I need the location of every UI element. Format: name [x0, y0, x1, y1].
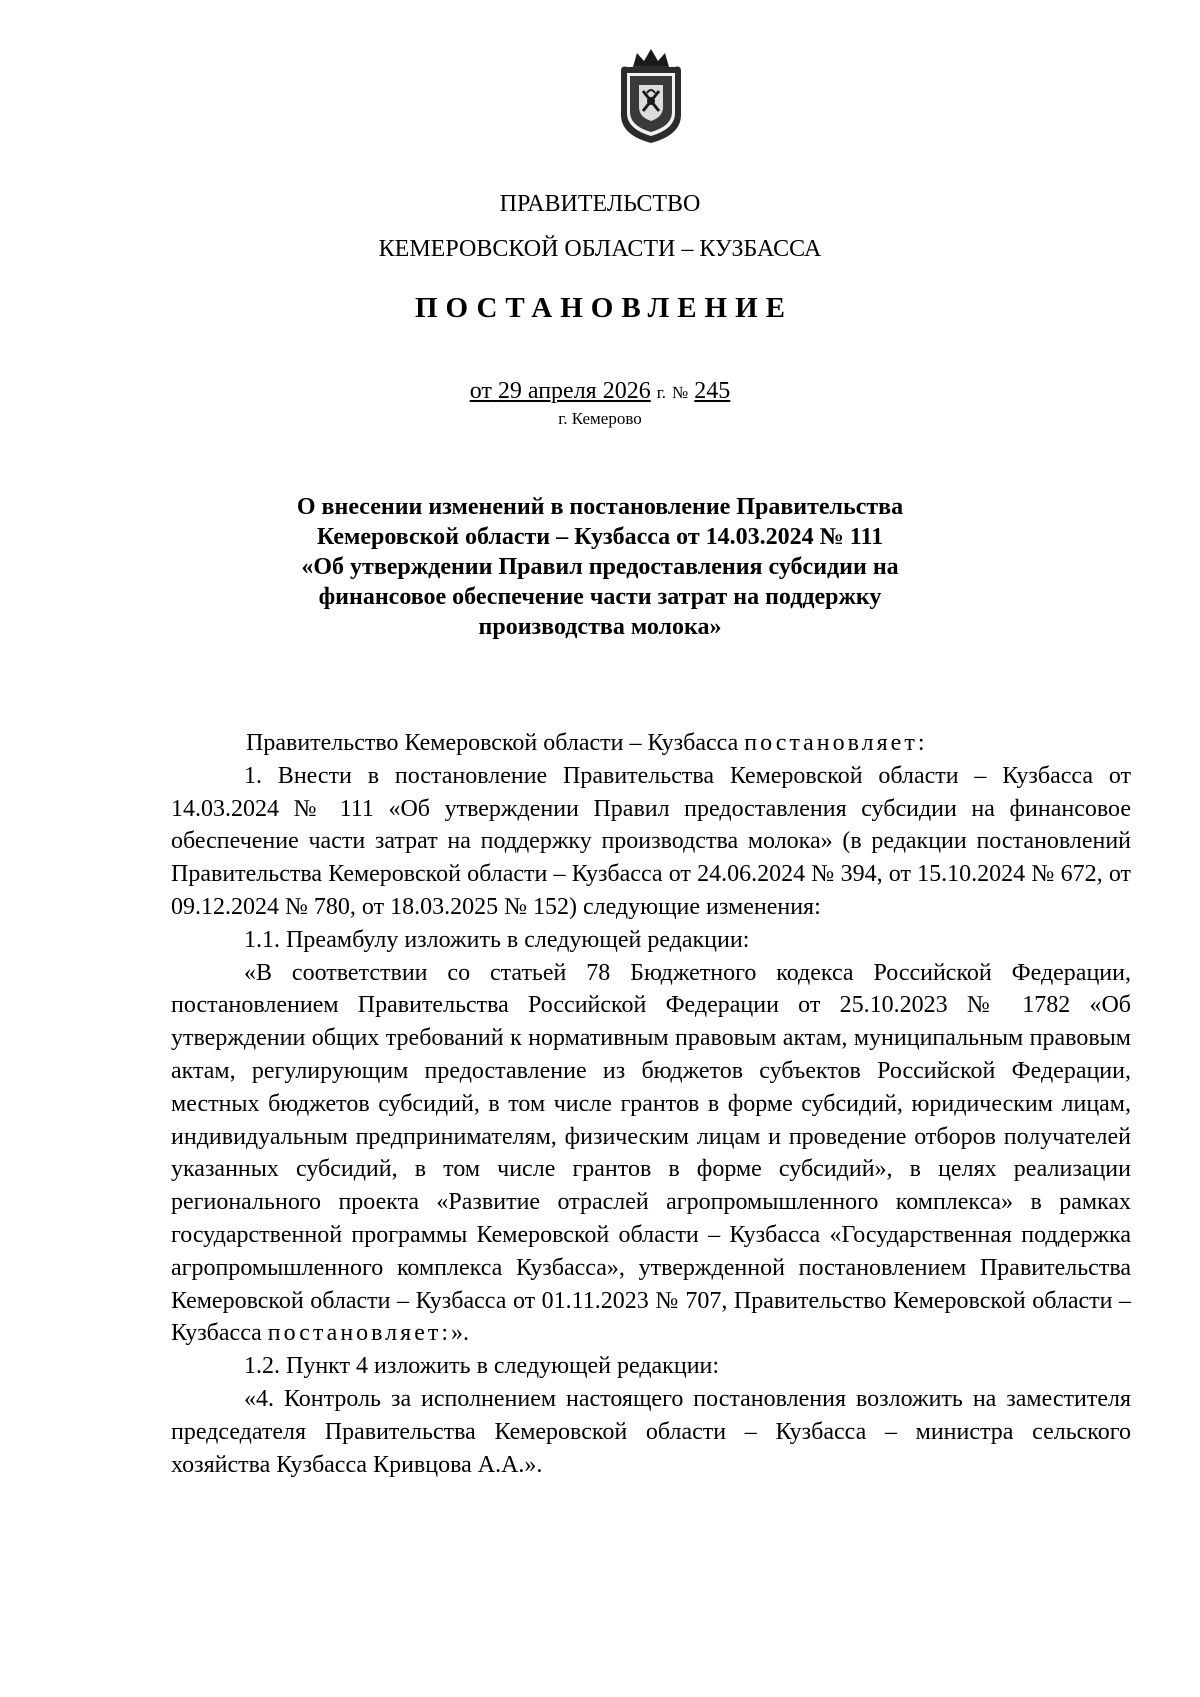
date-prefix: от — [469, 378, 492, 404]
quote-preamble-end: ». — [451, 1320, 470, 1347]
number-prefix: № — [672, 383, 689, 402]
title-line: «Об утверждении Правил предоставления субсидии на — [301, 554, 899, 580]
org-name-line1: ПРАВИТЕЛЬСТВО — [499, 191, 701, 217]
title-line: производства молока» — [478, 614, 722, 640]
quote-paragraph-4: «4. Контроль за исполнением настоящего постановления возложить на заместителя председателя Правительства Кемеровской области – Кузбасса – министра сельского хозяйства Кузбасса Кривцова А.А.». — [171, 1385, 1131, 1478]
intro-text: Правительство Кемеровской области – Кузбасса — [246, 730, 745, 756]
document-number: 245 — [694, 378, 731, 404]
paragraph-1: 1. Внести в постановление Правительства Кемеровской области – Кузбасса от 14.03.2024 № 111 «Об утверждении Правил предоставления субсидии на финансовое обеспечение части затрат на поддержку производства молока» (в редакции постановлений Правительства Кемеровской области – Кузбасса от 24.06.2024 № 394, от 15.10.2024 № 672, от 09.12.2024 № 780, от 18.03.2025 № 152) следующие изменения: — [171, 762, 1131, 920]
date-suffix: г. — [656, 383, 667, 402]
kuzbass-coat-of-arms-icon — [611, 45, 691, 145]
title-line: О внесении изменений в постановление Правительства — [296, 494, 904, 520]
quote-preamble-text: «В соответствии со статьей 78 Бюджетного кодекса Российской Федерации, постановлением Правительства Российской Федерации от 25.10.2023 № 1782 «Об утверждении общих требований к нормативным правовым актам, муниципальным правовым актам, регулирующим предоставление из бюджетов субъектов Российской Федерации, местных бюджетов субсидий, в том числе грантов в форме субсидий, юридическим лицам, индивидуальным предпринимателям, физическим лицам и проведение отборов получателей указанных субсидий, в том числе грантов в форме субсидий», в целях реализации регионального проекта «Развитие отраслей агропромышленного комплекса» в рамках государственной программы Кемеровской области – Кузбасса «Государственная поддержка агропромышленного комплекса Кузбасса», утвержденной постановлением Правительства Кемеровской области – Кузбасса от 01.11.2023 № 707, Правительство Кемеровской области – Кузбасса — [171, 959, 1131, 1347]
document-date: 29 апреля 2026 — [497, 378, 651, 404]
document-body — [171, 727, 1131, 1481]
title-line: Кемеровской области – Кузбасса от 14.03.2024 № 111 — [316, 524, 884, 550]
quote-preamble — [171, 957, 1131, 1351]
paragraph-1-1: 1.1. Преамбулу изложить в следующей редакции: — [244, 926, 750, 953]
paragraph-1-2: 1.2. Пункт 4 изложить в следующей редакции: — [244, 1353, 720, 1380]
quote-resolves: постановляет: — [267, 1320, 452, 1347]
body-intro — [171, 727, 1131, 760]
document-type: ПОСТАНОВЛЕНИЕ — [414, 292, 793, 324]
document-title — [0, 492, 1200, 642]
city: г. Кемерово — [558, 409, 642, 428]
org-name-line2: КЕМЕРОВСКОЙ ОБЛАСТИ – КУЗБАССА — [378, 236, 822, 262]
title-line: финансовое обеспечение части затрат на поддержку — [318, 584, 882, 610]
date-number-line — [0, 376, 1200, 408]
intro-resolves: постановляет: — [744, 730, 928, 756]
